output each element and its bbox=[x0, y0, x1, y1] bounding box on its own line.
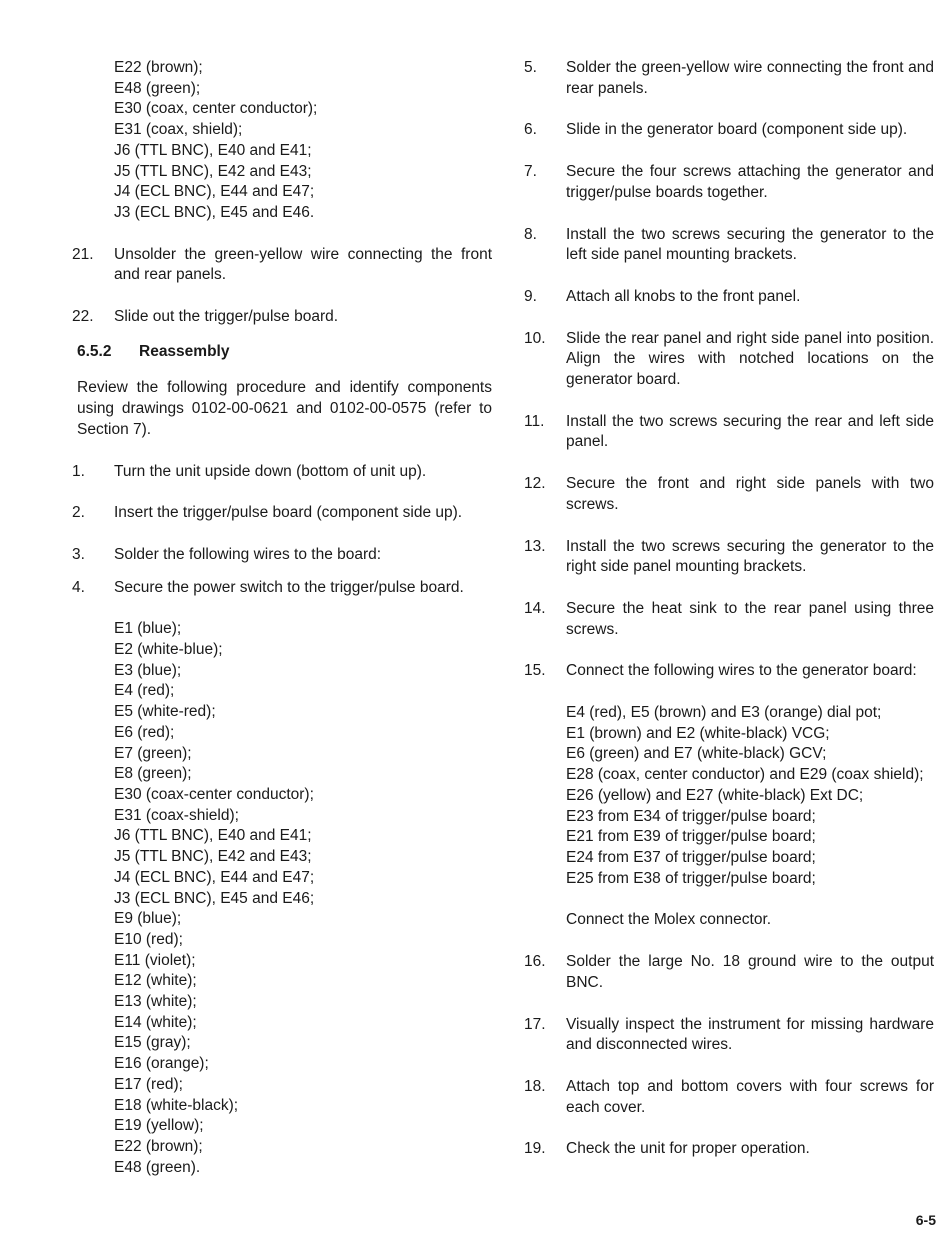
list-item: E31 (coax-shield); bbox=[114, 806, 239, 824]
step-text: Install the two screws securing the rear and left side panel. bbox=[566, 412, 934, 451]
step-13 bbox=[524, 537, 934, 578]
step-text-content: Unsolder the green-yellow wire connecting the front and rear panels. bbox=[114, 245, 492, 284]
list-item: E19 (yellow); bbox=[114, 1117, 204, 1135]
list-item: E6 (green) and E7 (white-black) GCV; bbox=[566, 745, 827, 763]
step-5 bbox=[524, 58, 934, 99]
list-item: E28 (coax, center conductor) and E29 (coax shield); bbox=[566, 766, 924, 784]
list-item: E3 (blue); bbox=[114, 661, 182, 679]
list-item: E31 (coax, shield); bbox=[114, 121, 243, 139]
step-10 bbox=[524, 329, 934, 391]
list-item: E16 (orange); bbox=[114, 1055, 209, 1073]
list-item: E14 (white); bbox=[114, 1013, 197, 1031]
step-number: 11. bbox=[524, 412, 545, 430]
list-item: E30 (coax-center conductor); bbox=[114, 785, 314, 803]
step-text: Secure the front and right side panels with two screws. bbox=[566, 475, 934, 513]
list-item: E25 from E38 of trigger/pulse board; bbox=[566, 869, 816, 887]
section-title: Reassembly bbox=[139, 342, 230, 360]
step-2 bbox=[72, 503, 492, 524]
step-text: Slide the rear panel and right side panel into position. Align the wires with notched locations on the generator board. bbox=[566, 329, 934, 389]
step-number: 5. bbox=[524, 59, 537, 76]
step-number: 10. bbox=[524, 329, 546, 347]
step-number: 12. bbox=[524, 475, 546, 493]
step-number: 22. bbox=[72, 308, 94, 326]
step-15 bbox=[524, 661, 934, 682]
list-item: E10 (red); bbox=[114, 930, 183, 948]
step-text bbox=[114, 245, 492, 286]
step-number: 14. bbox=[524, 599, 546, 617]
step-number: 3. bbox=[72, 545, 85, 563]
step-text: Install the two screws securing the generator to the right side panel mounting brackets. bbox=[566, 537, 934, 576]
list-item: E12 (white); bbox=[114, 972, 197, 990]
step-number: 13. bbox=[524, 537, 546, 555]
step-3 bbox=[72, 545, 492, 566]
list-item: E11 (violet); bbox=[114, 951, 196, 969]
list-item: J4 (ECL BNC), E44 and E47; bbox=[114, 868, 315, 886]
step-1 bbox=[72, 462, 492, 483]
step-14 bbox=[524, 599, 934, 640]
step-number: 1. bbox=[72, 462, 85, 480]
list-item: E48 (green); bbox=[114, 79, 201, 97]
step-number: 6. bbox=[524, 121, 537, 139]
list-item: E4 (red), E5 (brown) and E3 (orange) dial pot; bbox=[566, 704, 882, 722]
molex-note: Connect the Molex connector. bbox=[566, 911, 772, 929]
step-number: 2. bbox=[72, 504, 85, 522]
step-19 bbox=[524, 1139, 934, 1160]
list-item: E18 (white-black); bbox=[114, 1096, 239, 1114]
step-16 bbox=[524, 952, 934, 993]
step-21 bbox=[72, 245, 492, 286]
step-17 bbox=[524, 1015, 934, 1056]
list-item: J6 (TTL BNC), E40 and E41; bbox=[114, 141, 312, 159]
list-item: J5 (TTL BNC), E42 and E43; bbox=[114, 848, 312, 866]
list-item: E9 (blue); bbox=[114, 910, 182, 928]
step-text: Solder the following wires to the board: bbox=[114, 545, 382, 563]
step-text: Secure the heat sink to the rear panel using three screws. bbox=[566, 599, 934, 638]
list-item: E8 (green); bbox=[114, 765, 192, 783]
list-item: E13 (white); bbox=[114, 993, 197, 1011]
step-number: 7. bbox=[524, 163, 537, 181]
step-8 bbox=[524, 225, 934, 266]
step-6 bbox=[524, 120, 934, 141]
step-11 bbox=[524, 412, 934, 453]
list-item: E17 (red); bbox=[114, 1075, 183, 1093]
step-number: 19. bbox=[524, 1140, 546, 1158]
step-text: Turn the unit upside down (bottom of unit up). bbox=[114, 462, 427, 480]
page-number: 6-5 bbox=[915, 1212, 936, 1228]
section-heading bbox=[72, 342, 492, 363]
list-item: E30 (coax, center conductor); bbox=[114, 100, 318, 118]
step-number: 15. bbox=[524, 662, 546, 680]
step-text: Solder the green-yellow wire connecting the front and rear panels. bbox=[566, 59, 934, 97]
connection-list bbox=[524, 703, 934, 889]
step-text: Secure the power switch to the trigger/pulse board. bbox=[114, 578, 464, 596]
step-text: Secure the four screws attaching the generator and trigger/pulse boards together. bbox=[566, 163, 934, 201]
step-9 bbox=[524, 287, 934, 308]
list-item: E4 (red); bbox=[114, 682, 175, 700]
list-item: J5 (TTL BNC), E42 and E43; bbox=[114, 162, 312, 180]
list-item: J3 (ECL BNC), E45 and E46; bbox=[114, 889, 315, 907]
list-item: J4 (ECL BNC), E44 and E47; bbox=[114, 183, 315, 201]
intro-paragraph: Review the following procedure and identify components using drawings 0102-00-0621 and 0102-00-0575 (refer to Section 7). bbox=[77, 379, 492, 438]
list-item: E1 (blue); bbox=[114, 620, 182, 638]
top-wire-list bbox=[72, 58, 492, 224]
list-item: E23 from E34 of trigger/pulse board; bbox=[566, 807, 816, 825]
step-number: 8. bbox=[524, 225, 537, 243]
step-number: 9. bbox=[524, 287, 537, 305]
right-column bbox=[524, 58, 934, 1160]
step-text: Insert the trigger/pulse board (component side up). bbox=[114, 504, 463, 522]
step-text: Connect the following wires to the generator board: bbox=[566, 662, 917, 680]
step-text: Visually inspect the instrument for missing hardware and disconnected wires. bbox=[566, 1015, 934, 1054]
step-text: Check the unit for proper operation. bbox=[566, 1140, 810, 1158]
step-12 bbox=[524, 474, 934, 515]
list-item: E21 from E39 of trigger/pulse board; bbox=[566, 828, 816, 846]
list-item: E24 from E37 of trigger/pulse board; bbox=[566, 848, 816, 866]
step-number: 18. bbox=[524, 1077, 546, 1095]
list-item: E15 (gray); bbox=[114, 1034, 191, 1052]
list-item: E7 (green); bbox=[114, 744, 192, 762]
step-7 bbox=[524, 162, 934, 203]
left-column bbox=[72, 58, 492, 1178]
step-number: 17. bbox=[524, 1015, 546, 1033]
step-22 bbox=[72, 307, 492, 328]
list-item: E5 (white-red); bbox=[114, 703, 216, 721]
step-number: 16. bbox=[524, 953, 546, 971]
step-18 bbox=[524, 1077, 934, 1118]
list-item: E22 (brown); bbox=[114, 1137, 203, 1155]
step-text: Attach top and bottom covers with four screws for each cover. bbox=[566, 1077, 934, 1116]
list-item: E2 (white-blue); bbox=[114, 641, 223, 659]
list-item: E1 (brown) and E2 (white-black) VCG; bbox=[566, 724, 830, 742]
wire-list bbox=[72, 619, 492, 1178]
list-item: E22 (brown); bbox=[114, 59, 203, 76]
step-text: Slide in the generator board (component side up). bbox=[566, 121, 908, 139]
step-text: Attach all knobs to the front panel. bbox=[566, 287, 801, 305]
step-4 bbox=[72, 578, 492, 599]
step-number: 21. bbox=[72, 245, 94, 263]
step-number: 4. bbox=[72, 578, 85, 596]
step-text: Slide out the trigger/pulse board. bbox=[114, 308, 339, 326]
list-item: J6 (TTL BNC), E40 and E41; bbox=[114, 827, 312, 845]
list-item: E26 (yellow) and E27 (white-black) Ext DC; bbox=[566, 786, 864, 804]
step-text: Install the two screws securing the generator to the left side panel mounting brackets. bbox=[566, 225, 934, 264]
list-item: E6 (red); bbox=[114, 723, 175, 741]
list-item: J3 (ECL BNC), E45 and E46. bbox=[114, 203, 315, 221]
section-number: 6.5.2 bbox=[77, 342, 112, 360]
list-item: E48 (green). bbox=[114, 1158, 201, 1176]
step-text: Solder the large No. 18 ground wire to the output BNC. bbox=[566, 953, 934, 991]
